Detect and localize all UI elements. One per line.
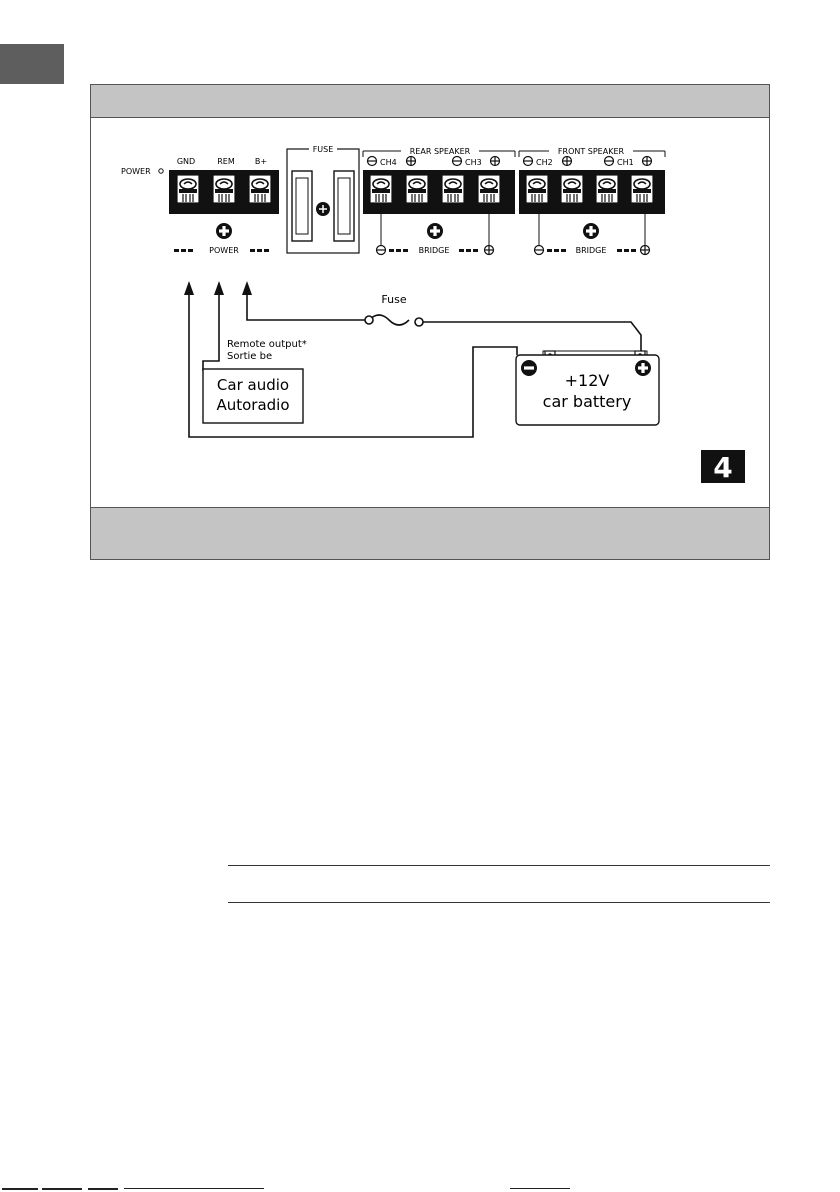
figure-caption-bar [91, 507, 769, 559]
battery-label-1: +12V [564, 371, 610, 390]
front-bridge-label: BRIDGE [575, 246, 607, 255]
page-tab-marker [0, 44, 64, 84]
table-rule-top [228, 865, 770, 866]
page-footer-strip [0, 1186, 840, 1192]
front-speaker-title: FRONT SPEAKER [557, 147, 625, 156]
rear-bridge-plus-icon [485, 246, 494, 255]
terminal-label-rem: REM [217, 157, 235, 166]
front-screw-1-icon [526, 175, 548, 203]
fuse-label: Fuse [381, 293, 407, 306]
ch4-minus-icon [368, 157, 377, 166]
front-screw-4-icon [631, 175, 653, 203]
rear-plus-icon [427, 223, 443, 239]
figure-number: 4 [713, 451, 733, 484]
front-speaker-block [519, 147, 665, 255]
head-unit-label-2: Autoradio [216, 396, 290, 414]
ch1-plus-icon [643, 157, 652, 166]
remote-output-label-2: Sortie be [227, 351, 273, 362]
car-battery [516, 351, 659, 425]
rear-bridge-minus-icon [377, 246, 386, 255]
bplus-screw-icon [249, 175, 271, 203]
battery-plus-icon [635, 360, 651, 376]
wiring-diagram [91, 85, 771, 561]
table-rule-bottom [228, 902, 770, 903]
rear-screw-2-icon [406, 175, 428, 203]
rear-screw-4-icon [478, 175, 500, 203]
ch3-plus-icon [491, 157, 500, 166]
front-screw-2-icon [561, 175, 583, 203]
fuse-wire [369, 315, 409, 325]
rem-screw-icon [213, 175, 235, 203]
rear-speaker-title: REAR SPEAKER [409, 147, 471, 156]
power-led-label: POWER [121, 167, 151, 176]
ch1-minus-icon [605, 157, 614, 166]
front-screw-3-icon [596, 175, 618, 203]
front-bridge-plus-icon [641, 246, 650, 255]
front-ch-a-label: CH2 [536, 158, 553, 167]
wiring-diagram-figure [90, 84, 770, 560]
terminal-label-gnd: GND [176, 157, 196, 166]
fuse-block [287, 145, 359, 253]
rear-screw-1-icon [370, 175, 392, 203]
ch2-minus-icon [524, 157, 533, 166]
terminal-label-bplus: B+ [254, 157, 268, 166]
power-bottom-label: POWER [209, 246, 239, 255]
front-plus-icon [583, 223, 599, 239]
rear-screw-3-icon [442, 175, 464, 203]
fuse-block-label: FUSE [312, 145, 334, 154]
rear-bridge-label: BRIDGE [418, 246, 450, 255]
ch3-minus-icon [453, 157, 462, 166]
head-unit-label-1: Car audio [216, 376, 290, 394]
power-led-icon [159, 169, 163, 173]
rear-ch-a-label: CH4 [380, 158, 397, 167]
battery-label-2: car battery [542, 392, 632, 411]
rem-wire [203, 291, 219, 371]
wire-arrows [184, 281, 252, 295]
front-ch-b-label: CH1 [617, 158, 634, 167]
battery-plus-wire [423, 322, 641, 355]
remote-output-label-1: Remote output* [227, 339, 307, 350]
power-terminal-block [169, 157, 279, 255]
rear-speaker-block [363, 147, 515, 255]
ch2-plus-icon [563, 157, 572, 166]
battery-minus-icon [521, 360, 537, 376]
gnd-screw-icon [177, 175, 199, 203]
rear-ch-b-label: CH3 [465, 158, 482, 167]
power-plus-icon [216, 223, 232, 239]
bplus-wire [247, 291, 369, 320]
front-bridge-minus-icon [535, 246, 544, 255]
ch4-plus-icon [407, 157, 416, 166]
